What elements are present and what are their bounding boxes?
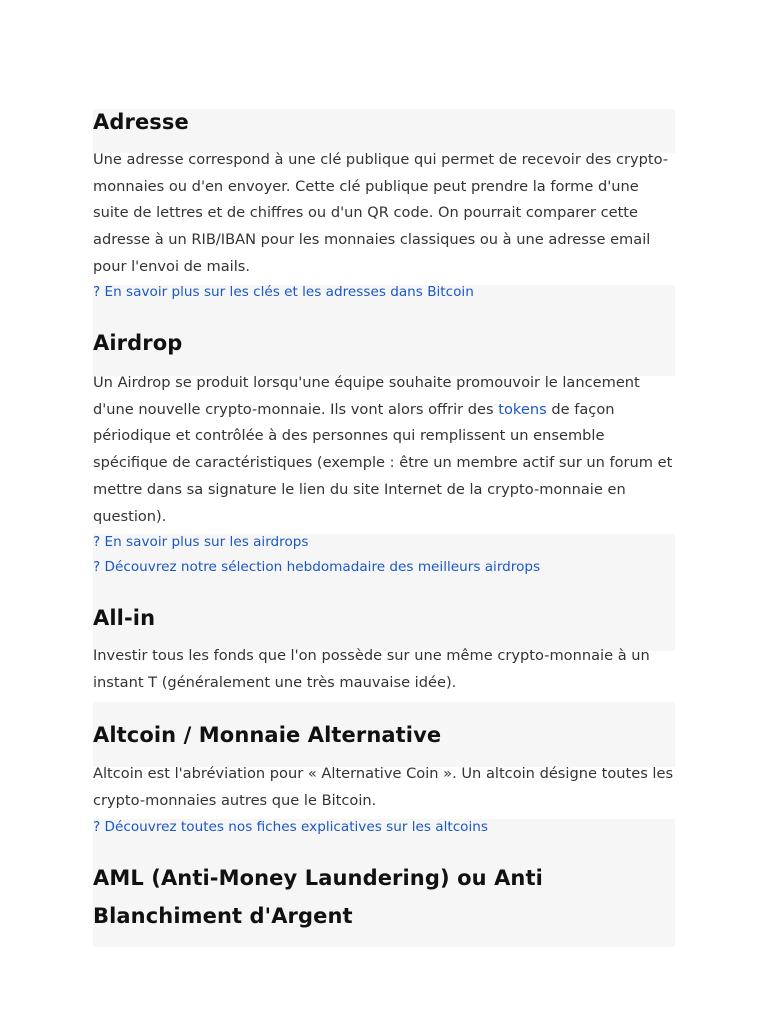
entry-title-aml: AML (Anti-Money Laundering) ou Anti Blanchiment d'Argent bbox=[93, 866, 543, 928]
entry-text-airdrop bbox=[93, 370, 675, 530]
link-cles-adresses[interactable]: ? En savoir plus sur les clés et les adresses dans Bitcoin bbox=[93, 284, 474, 300]
entry-title-altcoin: Altcoin / Monnaie Alternative bbox=[93, 723, 442, 747]
entry-title-airdrop: Airdrop bbox=[93, 331, 183, 355]
entry-title-all-in: All-in bbox=[93, 606, 156, 630]
entry-text-all-in: Investir tous les fonds que l'on possède sur une même crypto-monnaie à un instant T (généralement une très mauvaise idée). bbox=[93, 647, 650, 691]
airdrop-text-part2: de façon périodique et contrôlée à des personnes qui remplissent un ensemble spécifique de caractéristiques (exemple : être un membre actif sur un forum et mettre dans sa signature le lien du site Internet de la crypto-monnaie en question). bbox=[93, 400, 673, 525]
airdrop-text-part1: Un Airdrop se produit lorsqu'une équipe souhaite promouvoir le lancement d'une nouvelle crypto-monnaie. Ils vont alors offrir des bbox=[93, 374, 640, 418]
link-airdrops[interactable]: ? En savoir plus sur les airdrops bbox=[93, 534, 309, 550]
link-meilleurs-airdrops[interactable]: ? Découvrez notre sélection hebdomadaire des meilleurs airdrops bbox=[93, 559, 541, 575]
tokens-link[interactable]: tokens bbox=[498, 400, 547, 418]
entry-title-adresse: Adresse bbox=[93, 110, 189, 134]
entry-text-altcoin: Altcoin est l'abréviation pour « Alternative Coin ». Un altcoin désigne toutes les crypto-monnaies autres que le Bitcoin. bbox=[93, 765, 674, 809]
entry-text-adresse: Une adresse correspond à une clé publique qui permet de recevoir des crypto-monnaies ou d'en envoyer. Cette clé publique peut prendre la forme d'une suite de lettres et de chiffres ou d'un QR code. On pourrait comparer cette adresse à un RIB/IBAN pour les monnaies classiques ou à une adresse email pour l'envoi de mails. bbox=[93, 151, 669, 275]
link-fiches-altcoins[interactable]: ? Découvrez toutes nos fiches explicatives sur les altcoins bbox=[93, 819, 488, 835]
